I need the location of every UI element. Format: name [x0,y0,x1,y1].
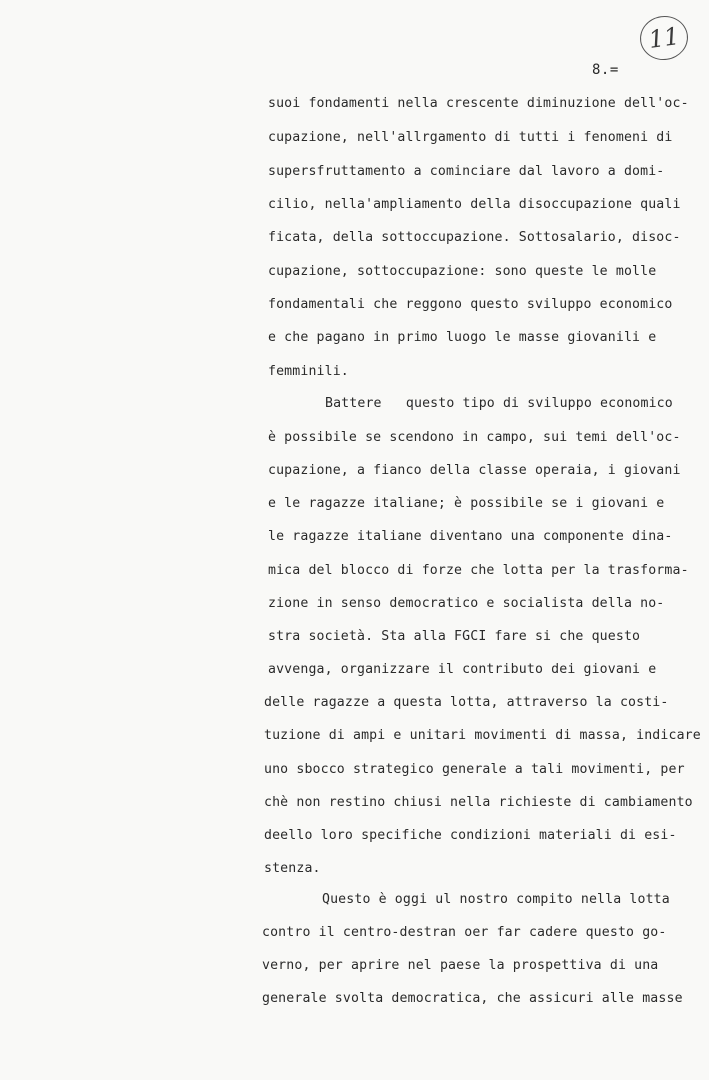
text-line: e che pagano in primo luogo le masse giovanili e [268,330,657,345]
text-line: stenza. [264,861,321,876]
text-line: uno sbocco strategico generale a tali movimenti, per [264,762,685,777]
handwritten-page-stamp: 11 [637,13,691,63]
text-line: chè non restino chiusi nella richieste di cambiamento [264,795,693,810]
text-line: generale svolta democratica, che assicuri alle masse [262,991,683,1006]
text-line: zione in senso democratico e socialista della no- [268,596,665,611]
text-line: avvenga, organizzare il contributo dei giovani e [268,662,657,677]
text-line: verno, per aprire nel paese la prospettiva di una [262,958,659,973]
text-line: e le ragazze italiane; è possibile se i giovani e [268,496,665,511]
text-line: contro il centro-destran oer far cadere questo go- [262,925,667,940]
text-line: cupazione, nell'allrgamento di tutti i fenomeni di [268,130,673,145]
text-line: cilio, nella'ampliamento della disoccupazione quali [268,197,681,212]
text-line: tuzione di ampi e unitari movimenti di massa, indicare [264,728,701,743]
text-line: suoi fondamenti nella crescente diminuzione dell'oc- [268,96,689,111]
text-line: cupazione, a fianco della classe operaia, i giovani [268,463,681,478]
text-line: deello loro specifiche condizioni materiali di esi- [264,828,677,843]
text-line: delle ragazze a questa lotta, attraverso la costi- [264,695,669,710]
text-line: Battere questo tipo di sviluppo economico [325,396,673,411]
text-line: le ragazze italiane diventano una componente dina- [268,529,673,544]
page-number: 8.= [592,62,619,78]
text-line: ficata, della sottoccupazione. Sottosalario, disoc- [268,230,681,245]
text-line: è possibile se scendono in campo, sui temi dell'oc- [268,430,681,445]
text-line: femminili. [268,364,349,379]
text-line: stra società. Sta alla FGCI fare si che questo [268,629,641,644]
text-line: Questo è oggi ul nostro compito nella lotta [322,892,670,907]
text-line: mica del blocco di forze che lotta per la trasforma- [268,563,689,578]
text-line: supersfruttamento a cominciare dal lavoro a domi- [268,164,665,179]
text-line: cupazione, sottoccupazione: sono queste le molle [268,264,657,279]
text-line: fondamentali che reggono questo sviluppo economico [268,297,673,312]
